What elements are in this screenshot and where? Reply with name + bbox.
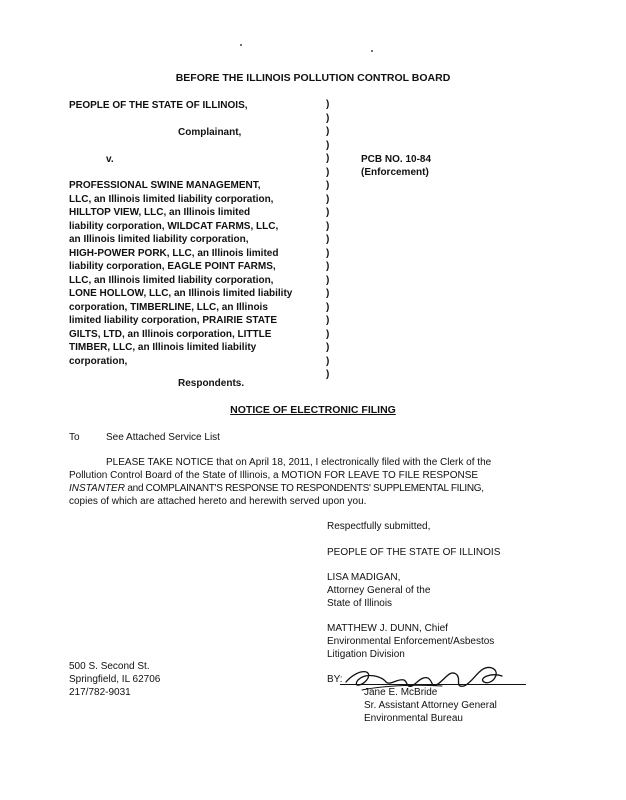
signer-name: Jane E. McBride bbox=[364, 687, 438, 698]
respondents-block bbox=[69, 179, 292, 368]
notice-line-4: copies of which are attached hereto and herewith served upon you. bbox=[69, 496, 367, 507]
ag-name: LISA MADIGAN, bbox=[327, 572, 401, 583]
caption-paren: ) bbox=[326, 315, 330, 326]
ag-title-1: Attorney General of the bbox=[327, 585, 431, 596]
closing-text: Respectfully submitted, bbox=[327, 521, 431, 532]
caption-paren: ) bbox=[326, 301, 330, 313]
notice-line-1: PLEASE TAKE NOTICE that on April 18, 2011, I electronically filed with the Clerk of the bbox=[106, 457, 492, 468]
chief-title-2: Litigation Division bbox=[327, 649, 405, 660]
chief-title-1: Environmental Enforcement/Asbestos bbox=[327, 636, 495, 647]
caption-paren: ) bbox=[326, 99, 330, 110]
caption-paren: ) bbox=[326, 234, 330, 245]
notice-line-3-rest: and COMPLAINANT'S RESPONSE TO RESPONDENTS' SUPPLEMENTAL FILING, bbox=[124, 483, 484, 494]
scan-speck bbox=[371, 50, 373, 52]
document-title: BEFORE THE ILLINOIS POLLUTION CONTROL BOARD bbox=[175, 72, 451, 84]
caption-paren: ) bbox=[326, 274, 330, 286]
respondent-line: PROFESSIONAL SWINE MANAGEMENT, bbox=[69, 180, 261, 191]
respondent-line: LONE HOLLOW, LLC, an Illinois limited liability bbox=[69, 288, 293, 299]
respondent-line: limited liability corporation, PRAIRIE STATE bbox=[69, 315, 277, 326]
respondent-line: corporation, bbox=[69, 355, 128, 367]
caption-paren: ) bbox=[326, 328, 330, 340]
service-list: See Attached Service List bbox=[106, 432, 220, 443]
respondent-line: corporation, TIMBERLINE, LLC, an Illinois bbox=[69, 301, 268, 313]
caption-paren: ) bbox=[326, 207, 330, 218]
respondent-line: LLC, an Illinois limited liability corporation, bbox=[69, 193, 274, 205]
caption-paren: ) bbox=[326, 288, 330, 299]
caption-paren: ) bbox=[326, 220, 330, 232]
address-city: Springfield, IL 62706 bbox=[69, 674, 161, 685]
chief-name: MATTHEW J. DUNN, Chief bbox=[327, 623, 448, 634]
respondent-line: TIMBER, LLC, an Illinois limited liability bbox=[69, 342, 257, 353]
versus-label: v. bbox=[106, 154, 114, 165]
by-label: BY: bbox=[327, 674, 343, 685]
respondent-line: liability corporation, WILDCAT FARMS, LLC, bbox=[69, 220, 279, 232]
instanter-word: INSTANTER bbox=[69, 483, 125, 494]
complainant-label: Complainant, bbox=[178, 127, 242, 138]
notice-title: NOTICE OF ELECTRONIC FILING bbox=[230, 404, 396, 416]
caption-paren: ) bbox=[326, 153, 330, 164]
case-number: PCB NO. 10-84 bbox=[361, 154, 432, 165]
respondents-label: Respondents. bbox=[178, 378, 245, 389]
caption-parentheses bbox=[326, 98, 329, 382]
plaintiff-name: PEOPLE OF THE STATE OF ILLINOIS, bbox=[69, 100, 248, 111]
to-label: To bbox=[69, 432, 80, 443]
respondent-line: liability corporation, EAGLE POINT FARMS, bbox=[69, 261, 276, 272]
caption-paren: ) bbox=[326, 247, 330, 259]
case-type: (Enforcement) bbox=[361, 167, 429, 178]
caption-paren: ) bbox=[326, 355, 330, 367]
caption-paren: ) bbox=[326, 180, 330, 191]
respondent-line: LLC, an Illinois limited liability corporation, bbox=[69, 274, 274, 286]
address-street: 500 S. Second St. bbox=[69, 661, 150, 672]
caption-paren: ) bbox=[326, 166, 330, 178]
caption-paren: ) bbox=[326, 193, 330, 205]
caption-paren: ) bbox=[326, 139, 330, 151]
caption-paren: ) bbox=[326, 261, 330, 272]
caption-paren: ) bbox=[326, 126, 330, 137]
notice-line-2: Pollution Control Board of the State of Illinois, a MOTION FOR LEAVE TO FILE RESPONSE bbox=[69, 470, 479, 481]
signer-title-1: Sr. Assistant Attorney General bbox=[364, 700, 497, 711]
caption-paren: ) bbox=[326, 369, 330, 380]
address-phone: 217/782-9031 bbox=[69, 687, 131, 698]
respondent-line: an Illinois limited liability corporation, bbox=[69, 234, 249, 245]
notice-line-3 bbox=[69, 482, 484, 496]
respondent-line: HIGH-POWER PORK, LLC, an Illinois limited bbox=[69, 247, 279, 259]
caption-paren: ) bbox=[326, 342, 330, 353]
signer-title-2: Environmental Bureau bbox=[364, 713, 463, 724]
scan-speck bbox=[240, 44, 242, 46]
party-name: PEOPLE OF THE STATE OF ILLINOIS bbox=[327, 547, 501, 558]
caption-paren: ) bbox=[326, 112, 330, 124]
ag-title-2: State of Illinois bbox=[327, 598, 393, 609]
respondent-line: HILLTOP VIEW, LLC, an Illinois limited bbox=[69, 207, 251, 218]
respondent-line: GILTS, LTD, an Illinois corporation, LITTLE bbox=[69, 328, 272, 340]
